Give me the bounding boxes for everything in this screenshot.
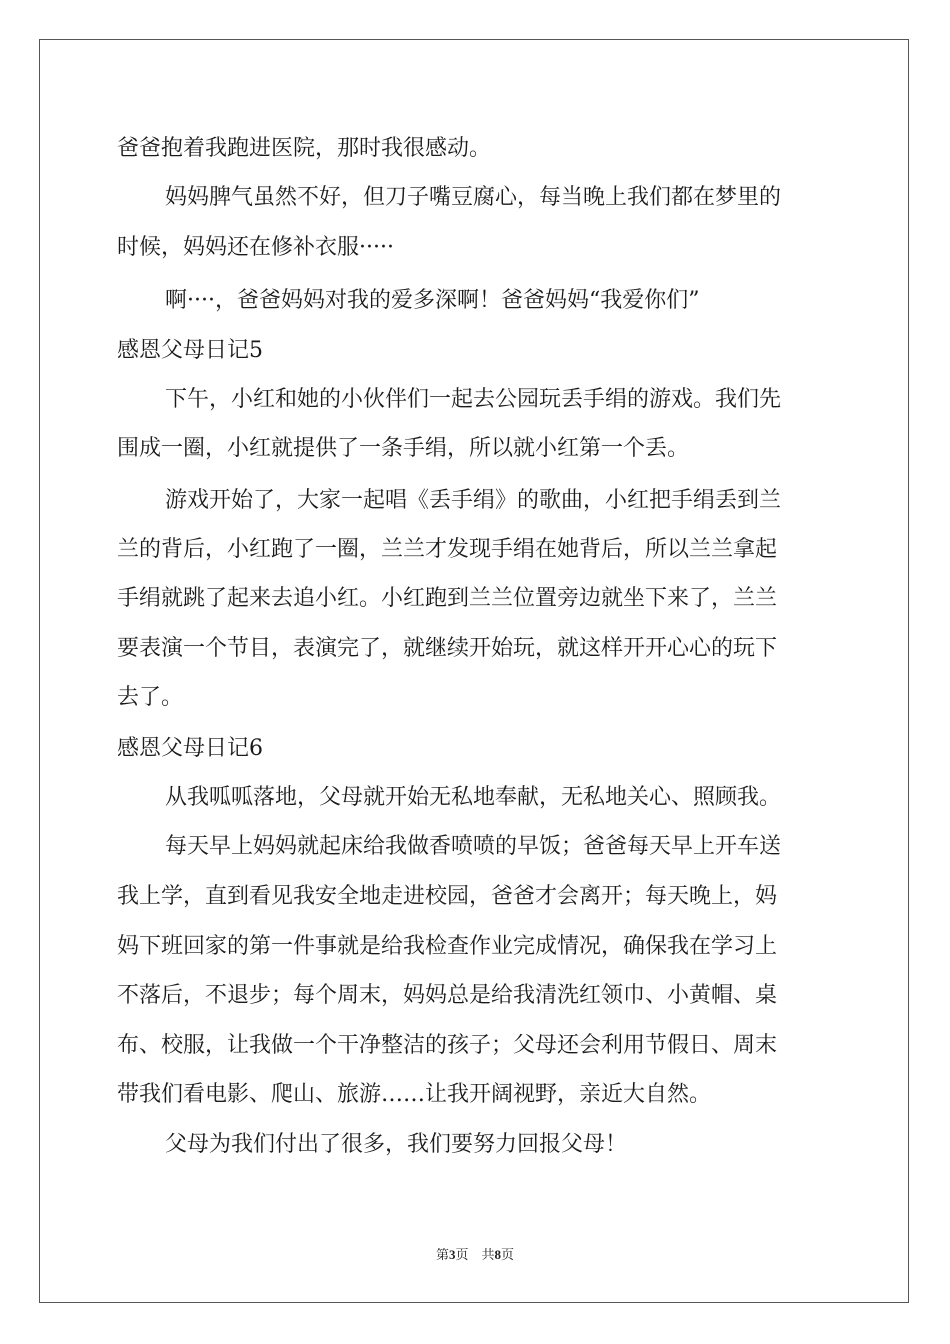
text-line: 妈下班回家的第一件事就是给我检查作业完成情况，确保我在学习上 xyxy=(117,934,778,959)
text-line: 父母为我们付出了很多，我们要努力回报父母！ xyxy=(165,1132,628,1157)
text-line: 啊····，爸爸妈妈对我的爱多深啊！爸爸妈妈“我爱你们” xyxy=(165,288,700,313)
text-line: 我上学，直到看见我安全地走进校园，爸爸才会离开；每天晚上，妈 xyxy=(117,884,778,909)
text-line: 布、校服，让我做一个干净整洁的孩子；父母还会利用节假日、周末 xyxy=(117,1033,778,1058)
text-line: 不落后，不退步；每个周末，妈妈总是给我清洗红领巾、小黄帽、桌 xyxy=(117,983,778,1008)
current-page-number: 3 xyxy=(448,1247,456,1262)
text-line: 妈妈脾气虽然不好，但刀子嘴豆腐心，每当晚上我们都在梦里的 xyxy=(165,185,782,210)
footer-prefix: 第 xyxy=(435,1247,449,1262)
text-line: 兰的背后，小红跑了一圈，兰兰才发现手绢在她背后，所以兰兰拿起 xyxy=(117,537,778,562)
text-line: 游戏开始了，大家一起唱《丢手绢》的歌曲，小红把手绢丢到兰 xyxy=(165,488,782,513)
text-line: 去了。 xyxy=(117,685,184,710)
text-line: 每天早上妈妈就起床给我做香喷喷的早饭；爸爸每天早上开车送 xyxy=(165,834,782,859)
page-border xyxy=(39,39,909,1303)
text-line: 时候，妈妈还在修补衣服····· xyxy=(117,235,394,260)
text-line: 要表演一个节目，表演完了，就继续开始玩，就这样开开心心的玩下 xyxy=(117,636,778,661)
text-line: 带我们看电影、爬山、旅游……让我开阔视野，亲近大自然。 xyxy=(117,1082,712,1107)
text-line: 从我呱呱落地，父母就开始无私地奉献，无私地关心、照顾我。 xyxy=(165,785,782,810)
total-page-number: 8 xyxy=(494,1247,501,1262)
section-heading: 感恩父母日记6 xyxy=(117,736,263,761)
page-footer xyxy=(0,1244,950,1263)
text-line: 下午，小红和她的小伙伴们一起去公园玩丢手绢的游戏。我们先 xyxy=(165,387,782,412)
footer-suffix: 页 xyxy=(501,1247,515,1262)
footer-mid: 页 共 xyxy=(455,1247,495,1262)
text-line: 爸爸抱着我跑进医院，那时我很感动。 xyxy=(117,136,492,161)
section-heading: 感恩父母日记5 xyxy=(117,338,263,363)
text-line: 手绢就跳了起来去追小红。小红跑到兰兰位置旁边就坐下来了，兰兰 xyxy=(117,586,778,611)
text-line: 围成一圈，小红就提供了一条手绢，所以就小红第一个丢。 xyxy=(117,436,690,461)
